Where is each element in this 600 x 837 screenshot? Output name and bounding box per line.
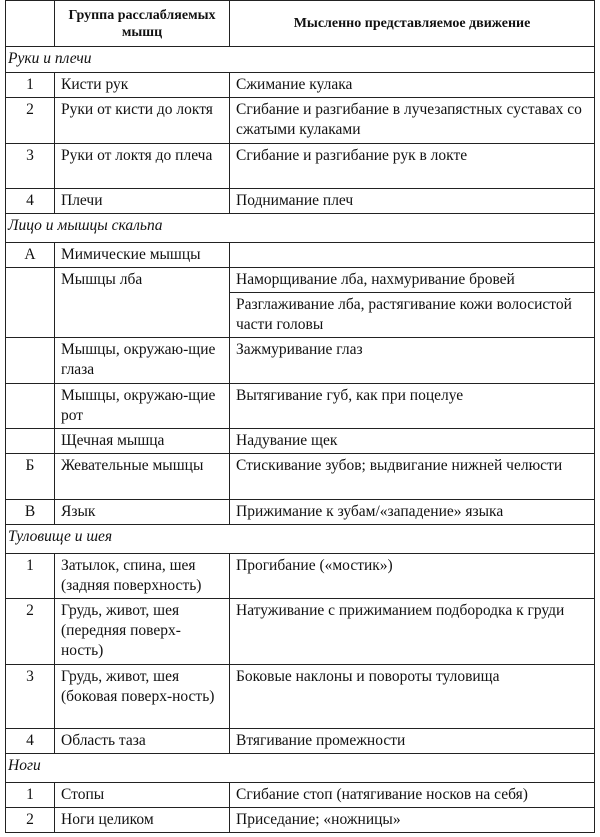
movement-cell [230,243,595,268]
table-row [6,783,595,808]
table-row [6,384,595,429]
table-row [6,500,595,525]
table-row [6,665,595,729]
movement-cell: Прогибание («мостик») [230,554,595,599]
header-number [6,1,55,47]
row-number: 3 [6,144,55,189]
empty-number-cell [6,338,55,384]
movement-cell: Прижимание к зубам/«западение» языка [230,500,595,525]
muscle-group-cell: Область таза [55,729,230,754]
section-legs: Ноги [6,754,595,783]
muscle-group-cell: Грудь, живот, шея (боковая поверх-ность) [55,665,230,729]
movement-cell: Сгибание и разгибание рук в локте [230,144,595,189]
muscle-group-cell: Жевательные мышцы [55,454,230,500]
muscle-group-cell: Руки от локтя до плеча [55,144,230,189]
header-muscle-group: Группа расслабляемых мышц [55,1,230,47]
row-number: В [6,500,55,525]
table-header-row [6,1,595,47]
row-number: 2 [6,98,55,144]
section-torso: Туловище и шея [6,525,595,554]
table-row [6,189,595,214]
header-movement: Мысленно представляемое движение [230,1,595,47]
muscle-group-cell: Кисти рук [55,73,230,98]
movement-cell: Сгибание стоп (натягивание носков на себя) [230,783,595,808]
row-number: Б [6,454,55,500]
row-number: 1 [6,554,55,599]
section-row [6,525,595,554]
row-number: 2 [6,808,55,833]
movement-cell: Натуживание с прижиманием подбородка к груди [230,599,595,665]
table-row [6,554,595,599]
row-number: 1 [6,73,55,98]
row-number: А [6,243,55,268]
muscle-group-cell: Стопы [55,783,230,808]
table-row [6,429,595,454]
table-row [6,73,595,98]
section-arms: Руки и плечи [6,47,595,73]
table-row [6,98,595,144]
movement-cell: Надувание щек [230,429,595,454]
movement-cell: Стискивание зубов; выдвигание нижней челюсти [230,454,595,500]
muscle-group-cell: Мышцы, окружаю-щие глаза [55,338,230,384]
table-row [6,243,595,268]
table-row [6,338,595,384]
muscle-group-cell: Мышцы, окружаю-щие рот [55,384,230,429]
muscle-group-cell: Плечи [55,189,230,214]
relaxation-table [5,0,595,833]
row-number: 3 [6,665,55,729]
table-row [6,599,595,665]
muscle-group-cell: Язык [55,500,230,525]
movement-cell: Сгибание и разгибание в лучезапястных суставах со сжатыми кулаками [230,98,595,144]
row-number: 2 [6,599,55,665]
muscle-group-cell: Мимические мышцы [55,243,230,268]
muscle-group-cell: Ноги целиком [55,808,230,833]
empty-number-cell [6,384,55,429]
table-row [6,454,595,500]
movement-cell: Втягивание промежности [230,729,595,754]
movement-cell: Поднимание плеч [230,189,595,214]
row-number: 4 [6,729,55,754]
section-row [6,214,595,243]
row-number: 4 [6,189,55,214]
table-row [6,268,595,293]
muscle-group-cell: Щечная мышца [55,429,230,454]
movement-cell: Зажмуривание глаз [230,338,595,384]
table-row [6,729,595,754]
movement-cell: Вытягивание губ, как при поцелуе [230,384,595,429]
movement-cell: Боковые наклоны и повороты туловища [230,665,595,729]
movement-cell: Разглаживание лба, растягивание кожи волосистой части головы [230,293,595,338]
movement-cell: Сжимание кулака [230,73,595,98]
muscle-group-cell: Мышцы лба [55,268,230,338]
muscle-group-cell: Грудь, живот, шея (передняя поверх-ность) [55,599,230,665]
section-row [6,754,595,783]
muscle-group-cell: Руки от кисти до локтя [55,98,230,144]
section-face: Лицо и мышцы скальпа [6,214,595,243]
row-number: 1 [6,783,55,808]
movement-cell: Наморщивание лба, нахмуривание бровей [230,268,595,293]
empty-number-cell [6,268,55,338]
movement-cell: Приседание; «ножницы» [230,808,595,833]
table-row [6,808,595,833]
empty-number-cell [6,429,55,454]
table-row [6,144,595,189]
muscle-group-cell: Затылок, спина, шея (задняя поверхность) [55,554,230,599]
section-row [6,47,595,73]
